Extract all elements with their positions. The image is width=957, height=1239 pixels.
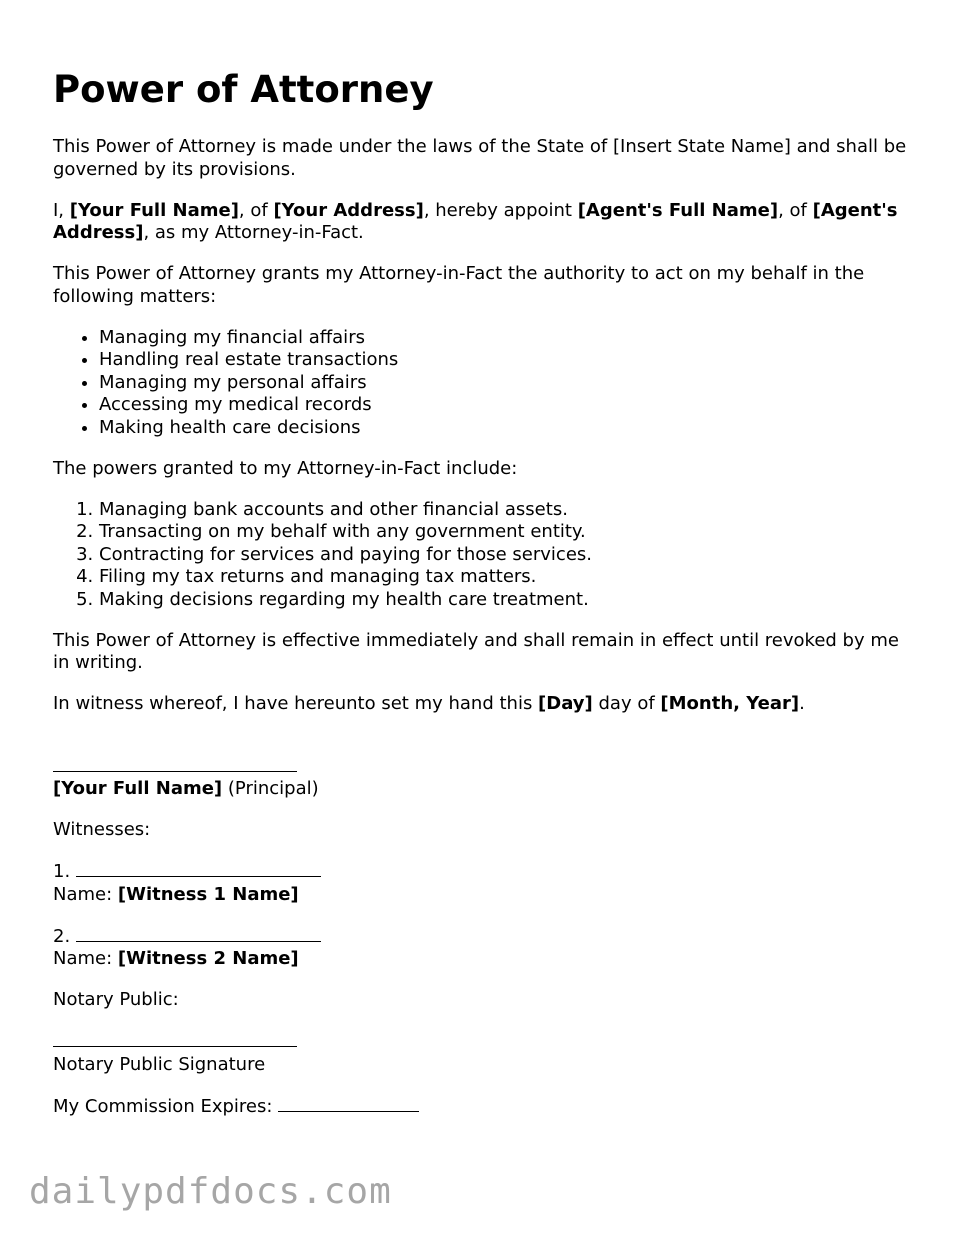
- principal-signature-caption: [Your Full Name] (Principal): [53, 778, 319, 799]
- day-placeholder: [Day]: [538, 693, 593, 714]
- watermark: dailypdfdocs.com: [29, 1171, 392, 1212]
- month-year-placeholder: [Month, Year]: [660, 693, 800, 714]
- principal-signature-block: [53, 755, 913, 801]
- witness-2-block: 2. Name: [Witness 2 Name]: [53, 925, 913, 971]
- witness-1-block: 1. Name: [Witness 1 Name]: [53, 860, 913, 906]
- principal-address-placeholder: [Your Address]: [273, 199, 424, 221]
- appointment-paragraph: I, [Your Full Name], of [Your Address], hereby appoint [Agent's Full Name], of [Agent's Address], as my Attorney-in-Fact.: [53, 199, 898, 243]
- notary-signature-caption: Notary Public Signature: [53, 1053, 266, 1075]
- list-item: • Accessing my medical records: [99, 394, 913, 417]
- commission-expiry: My Commission Expires:: [53, 1095, 913, 1119]
- list-item: • Handling real estate transactions: [99, 349, 913, 372]
- list-item: • Making health care decisions: [99, 417, 913, 440]
- commission-expiry-line[interactable]: [278, 1095, 419, 1112]
- intro-paragraph: This Power of Attorney is made under the laws of the State of [Insert State Name] and shall be governed by its provisions.: [53, 136, 907, 180]
- agent-address-placeholder: [Agent's Address]: [53, 199, 898, 243]
- matters-list: [53, 327, 913, 440]
- powers-intro: The powers granted to my Attorney-in-Fact include:: [53, 457, 518, 479]
- list-item: 1. Managing bank accounts and other financial assets.: [99, 499, 913, 522]
- effective-paragraph: This Power of Attorney is effective immediately and shall remain in effect until revoked by me in writing.: [53, 629, 899, 673]
- witness-2-signature-line[interactable]: [76, 925, 321, 942]
- list-item: • Managing my financial affairs: [99, 327, 913, 350]
- list-item: • Managing my personal affairs: [99, 372, 913, 395]
- witness-1-name: Name: [Witness 1 Name]: [53, 883, 299, 905]
- list-item: 3. Contracting for services and paying for those services.: [99, 544, 913, 567]
- list-item: 5. Making decisions regarding my health care treatment.: [99, 589, 913, 612]
- notary-signature-line[interactable]: [53, 1030, 297, 1047]
- authority-paragraph: This Power of Attorney grants my Attorney-in-Fact the authority to act on my behalf in the following matters:: [53, 263, 865, 307]
- notary-signature-block: [53, 1030, 913, 1076]
- witnesses-label: Witnesses:: [53, 819, 151, 840]
- document-page: [53, 66, 913, 1137]
- list-item: 2. Transacting on my behalf with any government entity.: [99, 521, 913, 544]
- agent-name-placeholder: [Agent's Full Name]: [577, 199, 779, 221]
- principal-name-placeholder: [Your Full Name]: [69, 199, 239, 221]
- witness-1-signature-line[interactable]: [76, 860, 321, 877]
- list-item: 4. Filing my tax returns and managing tax matters.: [99, 566, 913, 589]
- powers-list: [53, 499, 913, 612]
- principal-signature-line[interactable]: [53, 755, 297, 772]
- notary-label: Notary Public:: [53, 989, 179, 1010]
- document-title: Power of Attorney: [53, 68, 434, 111]
- witness-2-name: Name: [Witness 2 Name]: [53, 948, 299, 969]
- witness-clause: In witness whereof, I have hereunto set my hand this [Day] day of [Month, Year].: [53, 693, 805, 714]
